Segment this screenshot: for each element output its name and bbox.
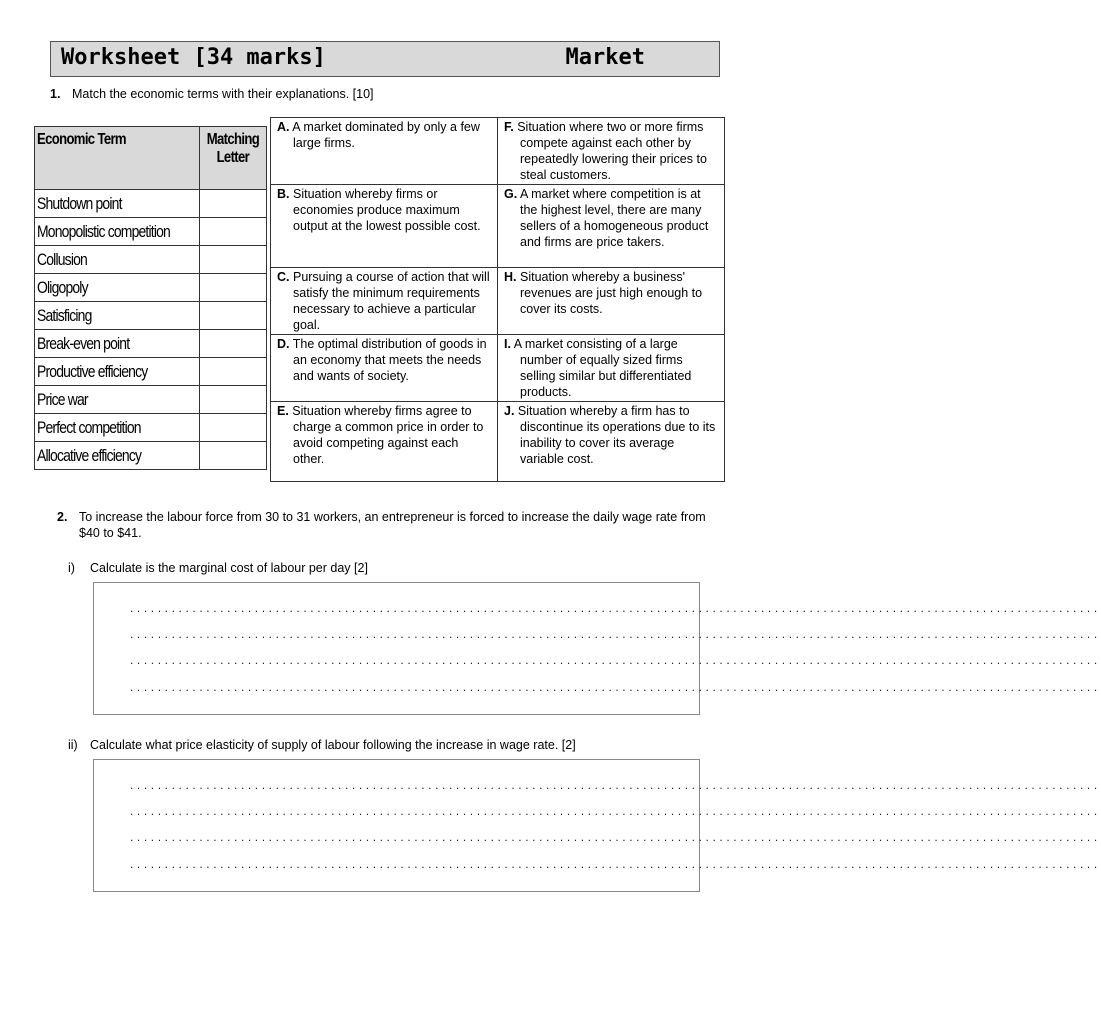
definitions-row <box>271 335 725 402</box>
answer-line[interactable]: ............................................................................................................................................ <box>130 627 1101 641</box>
term-cell: Collusion <box>35 246 200 274</box>
question-1 <box>50 87 374 101</box>
matching-letter-input[interactable] <box>200 218 267 246</box>
part-numeral: ii) <box>68 738 78 752</box>
term-cell: Allocative efficiency <box>35 442 200 470</box>
answer-line[interactable]: ............................................................................................................................................ <box>130 653 1101 667</box>
definition-cell: A. A market dominated by only a few large firms. <box>271 118 498 185</box>
table-row <box>35 414 267 442</box>
table-row <box>35 302 267 330</box>
definition-cell: I. A market consisting of a large number of equally sized firms selling similar but differentiated products. <box>498 335 725 402</box>
definition-cell: F. Situation where two or more firms compete against each other by repeatedly lowering their prices to steal customers. <box>498 118 725 185</box>
table-row <box>35 442 267 470</box>
definitions-row <box>271 185 725 268</box>
term-cell: Break-even point <box>35 330 200 358</box>
matching-letter-input[interactable] <box>200 274 267 302</box>
table-row <box>35 358 267 386</box>
table-row <box>35 246 267 274</box>
matching-letter-input[interactable] <box>200 386 267 414</box>
answer-line[interactable]: ............................................................................................................................................ <box>130 830 1101 844</box>
definitions-table <box>270 117 725 482</box>
term-cell: Price war <box>35 386 200 414</box>
answer-box-ii[interactable] <box>93 759 1101 892</box>
question-number: 1. <box>50 87 61 101</box>
table-row <box>35 330 267 358</box>
table-row <box>35 386 267 414</box>
economic-terms-table <box>34 126 267 470</box>
term-cell: Satisficing <box>35 302 200 330</box>
table-row <box>35 218 267 246</box>
matching-letter-input[interactable] <box>200 190 267 218</box>
answer-line[interactable]: ............................................................................................................................................ <box>130 857 1101 871</box>
part-text: Calculate is the marginal cost of labour per day [2] <box>90 561 368 575</box>
term-cell: Oligopoly <box>35 274 200 302</box>
table-row <box>35 190 267 218</box>
term-cell: Shutdown point <box>35 190 200 218</box>
question-2 <box>57 509 727 541</box>
part-text: Calculate what price elasticity of supply of labour following the increase in wage rate. [2] <box>90 738 576 752</box>
table-row <box>35 274 267 302</box>
question-text: Match the economic terms with their explanations. [10] <box>72 87 374 101</box>
matching-letter-input[interactable] <box>200 358 267 386</box>
definition-cell: G. A market where competition is at the highest level, there are many sellers of a homogeneous product and firms are price takers. <box>498 185 725 268</box>
question-2-part-i <box>68 561 368 575</box>
definition-cell: J. Situation whereby a firm has to discontinue its operations due to its inability to cover its average variable cost. <box>498 402 725 482</box>
definitions-row <box>271 118 725 185</box>
matching-letter-input[interactable] <box>200 302 267 330</box>
question-text: To increase the labour force from 30 to 31 workers, an entrepreneur is forced to increase the daily wage rate from $40 to $41. <box>79 510 706 540</box>
definitions-row <box>271 268 725 335</box>
term-cell: Perfect competition <box>35 414 200 442</box>
matching-letter-input[interactable] <box>200 246 267 274</box>
matching-letter-input[interactable] <box>200 414 267 442</box>
column-header-term: Economic Term <box>35 127 200 190</box>
question-2-part-ii <box>68 738 576 752</box>
definition-cell: D. The optimal distribution of goods in an economy that meets the needs and wants of society. <box>271 335 498 402</box>
definitions-row <box>271 402 725 482</box>
answer-line[interactable]: ............................................................................................................................................ <box>130 804 1101 818</box>
worksheet-title: Worksheet [34 marks] <box>61 45 326 70</box>
answer-line[interactable]: ............................................................................................................................................ <box>130 601 1101 615</box>
answer-line[interactable]: ............................................................................................................................................ <box>130 680 1101 694</box>
question-number: 2. <box>57 510 68 524</box>
answer-line[interactable]: ............................................................................................................................................ <box>130 778 1101 792</box>
term-cell: Productive efficiency <box>35 358 200 386</box>
term-cell: Monopolistic competition <box>35 218 200 246</box>
worksheet-topic: Market <box>565 45 645 70</box>
worksheet-header <box>50 41 720 77</box>
definition-cell: E. Situation whereby firms agree to charge a common price in order to avoid competing against each other. <box>271 402 498 482</box>
matching-letter-input[interactable] <box>200 442 267 470</box>
definition-cell: B. Situation whereby firms or economies produce maximum output at the lowest possible cost. <box>271 185 498 268</box>
definition-cell: H. Situation whereby a business' revenues are just high enough to cover its costs. <box>498 268 725 335</box>
definition-cell: C. Pursuing a course of action that will satisfy the minimum requirements necessary to achieve a particular goal. <box>271 268 498 335</box>
part-numeral: i) <box>68 561 75 575</box>
matching-letter-input[interactable] <box>200 330 267 358</box>
answer-box-i[interactable] <box>93 582 1101 715</box>
column-header-letter: Matching Letter <box>200 127 267 190</box>
